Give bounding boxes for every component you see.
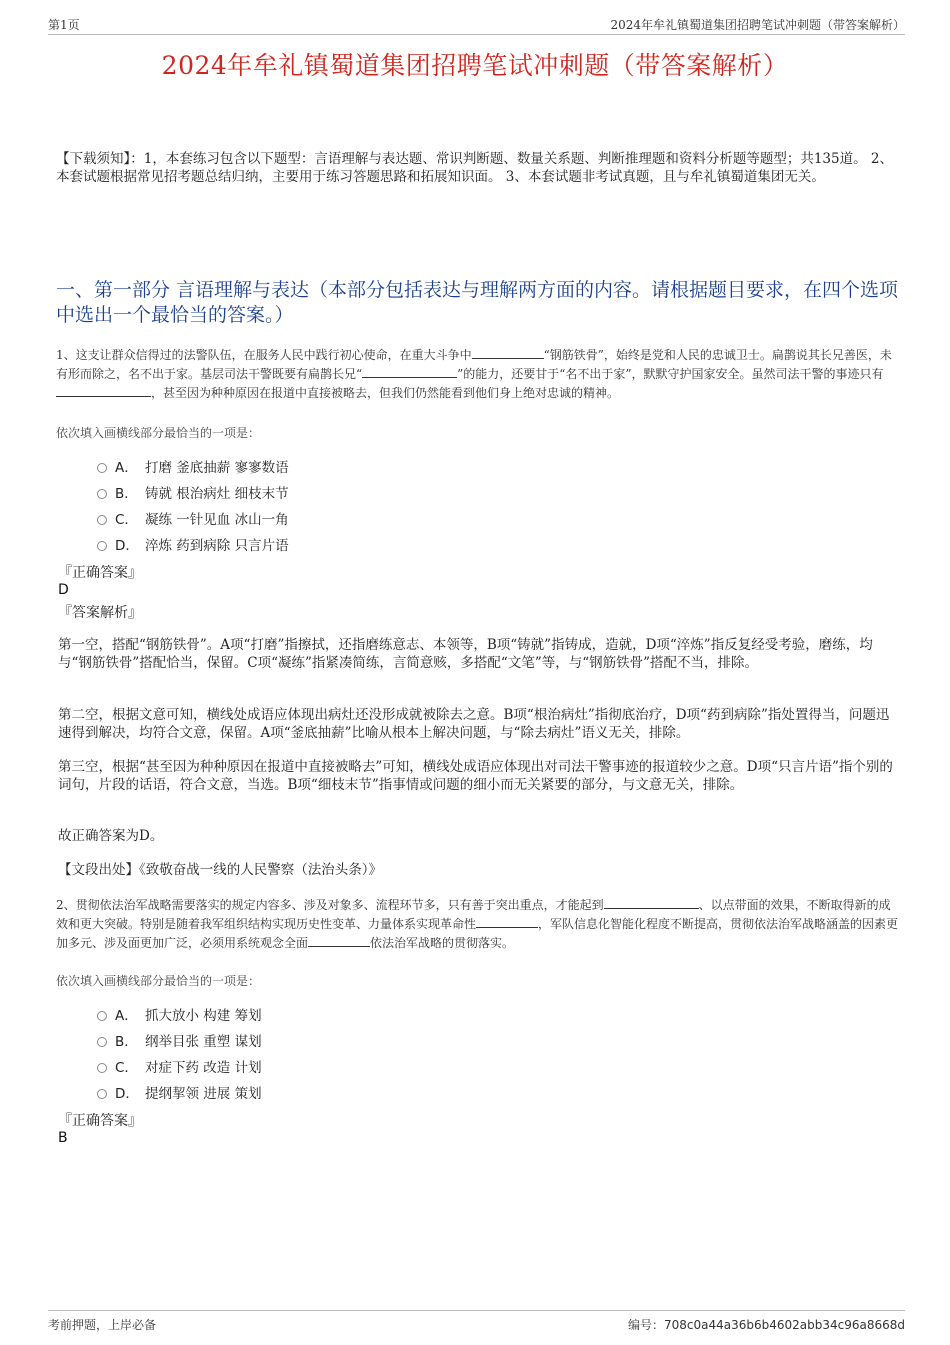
option-text: 凝练 一针见血 冰山一角: [145, 512, 289, 528]
option-text: 提纲挈领 进展 策划: [145, 1086, 262, 1102]
q2-stem-part: ，军队信息化智能化程度不断提高，贯彻依法治军战略涵盖的因素更加多元、涉及面更加广泛，必须用系统观念全面: [56, 917, 899, 950]
q1-option-d[interactable]: [97, 534, 289, 554]
q1-stem-part: ，甚至因为种种原因在报道中直接被略去，但我们仍然能看到他们身上绝对忠诚的精神。: [151, 386, 620, 400]
option-key: C．: [115, 1060, 138, 1076]
option-text: 抓大放小 构建 筹划: [145, 1008, 262, 1024]
question-2-stem: [56, 896, 901, 953]
page-header: [48, 14, 905, 35]
q1-stem-part: ”的能力，还要甘于“名不出于家”，默默守护国家安全。虽然司法干警的事迹只有: [457, 367, 884, 381]
page-footer: [48, 1310, 905, 1335]
option-key: A．: [115, 1008, 138, 1024]
radio-icon[interactable]: [97, 1037, 107, 1047]
option-text: 打磨 釜底抽薪 寥寥数语: [145, 460, 289, 476]
question-1-prompt: 依次填入画横线部分最恰当的一项是：: [56, 426, 261, 440]
answer-blank: [362, 365, 457, 378]
q2-stem-part: 、以点带面的效果，不断取得新的成效和更大突破。特别是随着我军组织结构实现历史性变革、力量体系实现革命性: [56, 898, 891, 931]
radio-icon[interactable]: [97, 1089, 107, 1099]
page-title: 2024年牟礼镇蜀道集团招聘笔试冲刺题（带答案解析）: [161, 51, 789, 80]
q1-analysis-label: 『答案解析』: [58, 605, 142, 621]
question-1-stem: [56, 346, 901, 403]
option-text: 铸就 根治病灶 细枝末节: [145, 486, 289, 502]
answer-blank: [472, 346, 544, 359]
q1-option-c[interactable]: [97, 508, 289, 528]
q2-option-a[interactable]: [97, 1004, 262, 1024]
q2-option-b[interactable]: [97, 1030, 262, 1050]
q2-answer: B: [58, 1130, 68, 1146]
radio-icon[interactable]: [97, 1063, 107, 1073]
option-key: C．: [115, 512, 138, 528]
option-key: D．: [115, 538, 139, 554]
q2-stem-part: 依法治军战略的贯彻落实。: [370, 936, 515, 950]
answer-blank: [476, 915, 538, 928]
q1-stem-part: 1、这支让群众信得过的法警队伍，在服务人民中践行初心使命，在重大斗争中: [56, 348, 472, 362]
footer-code: [628, 1316, 905, 1333]
q1-analysis-paragraph: 第三空，根据“甚至因为种种原因在报道中直接被略去”可知，横线处成语应体现出对司法干警事迹的报道较少之意。D项“只言片语”指个别的词句，片段的话语，符合文意，当选。B项“细枝末节”指事情或问题的细小而无关紧要的部分，与文意无关，排除。: [58, 759, 893, 793]
radio-icon[interactable]: [97, 541, 107, 551]
download-notice: 【下载须知】：1，本套练习包含以下题型：言语理解与表达题、常识判断题、数量关系题、判断推理题和资料分析题等题型；共135道。 2、本套试题根据常见招考题总结归纳，主要用于练习答题思路和拓展知识面。 3、本套试题非考试真题，且与牟礼镇蜀道集团无关。: [56, 151, 893, 185]
q2-option-c[interactable]: [97, 1056, 262, 1076]
radio-icon[interactable]: [97, 1011, 107, 1021]
q1-stem-part: “钢筋铁骨”，始终是党和人民的忠诚卫士。扁鹊说其长兄善医，未有形而除之，名不出于家。基层司法干警既要有扁鹊长兄“: [56, 348, 892, 381]
option-text: 对症下药 改造 计划: [145, 1060, 262, 1076]
answer-blank: [56, 384, 151, 397]
footer-slogan: 考前押题，上岸必备: [48, 1318, 157, 1332]
section-heading: 一、第一部分 言语理解与表达（本部分包括表达与理解两方面的内容。请根据题目要求，在四个选项中选出一个最恰当的答案。）: [56, 279, 899, 326]
q1-option-a[interactable]: [97, 456, 289, 476]
q1-option-b[interactable]: [97, 482, 289, 502]
answer-blank: [604, 896, 699, 909]
q2-option-d[interactable]: [97, 1082, 262, 1102]
q2-answer-label: 『正确答案』: [58, 1113, 142, 1129]
q1-answer-label: 『正确答案』: [58, 565, 142, 581]
q2-stem-part: 2、贯彻依法治军战略需要落实的规定内容多、涉及对象多、流程环节多，只有善于突出重点，才能起到: [56, 898, 604, 912]
option-text: 淬炼 药到病除 只言片语: [145, 538, 289, 554]
question-2-prompt: 依次填入画横线部分最恰当的一项是：: [56, 974, 261, 988]
radio-icon[interactable]: [97, 463, 107, 473]
q1-source: 【文段出处】《致敬奋战一线的人民警察（法治头条）》: [58, 862, 382, 878]
option-key: A．: [115, 460, 138, 476]
footer-code-value: 708c0a44a36b6b4602abb34c96a8668d: [663, 1318, 905, 1332]
option-key: B．: [115, 1034, 138, 1050]
answer-blank: [308, 934, 370, 947]
q1-analysis-paragraph: 第一空，搭配“钢筋铁骨”。A项“打磨”指擦拭，还指磨练意志、本领等，B项“铸就”指铸成，造就，D项“淬炼”指反复经受考验，磨练，均与“钢筋铁骨”搭配恰当，保留。C项“凝练”指紧凑简练，言简意赅，多搭配“文笔”等，与“钢筋铁骨”搭配不当，排除。: [58, 637, 873, 671]
page-number: 第1页: [48, 18, 80, 32]
q1-analysis-paragraph: 第二空，根据文意可知，横线处成语应体现出病灶还没形成就被除去之意。B项“根治病灶”指彻底治疗，D项“药到病除”指处置得当，问题迅速得到解决，均符合文意，保留。A项“釜底抽薪”比喻从根本上解决问题，与“除去病灶”语义无关，排除。: [58, 707, 890, 741]
header-doc-title: 2024年牟礼镇蜀道集团招聘笔试冲刺题（带答案解析）: [610, 18, 905, 32]
option-text: 纲举目张 重塑 谋划: [145, 1034, 262, 1050]
option-key: D．: [115, 1086, 139, 1102]
radio-icon[interactable]: [97, 489, 107, 499]
radio-icon[interactable]: [97, 515, 107, 525]
option-key: B．: [115, 486, 138, 502]
q1-analysis-conclusion: 故正确答案为D。: [58, 828, 164, 844]
q1-answer: D: [58, 582, 69, 598]
footer-code-label: 编号：: [627, 1318, 664, 1332]
